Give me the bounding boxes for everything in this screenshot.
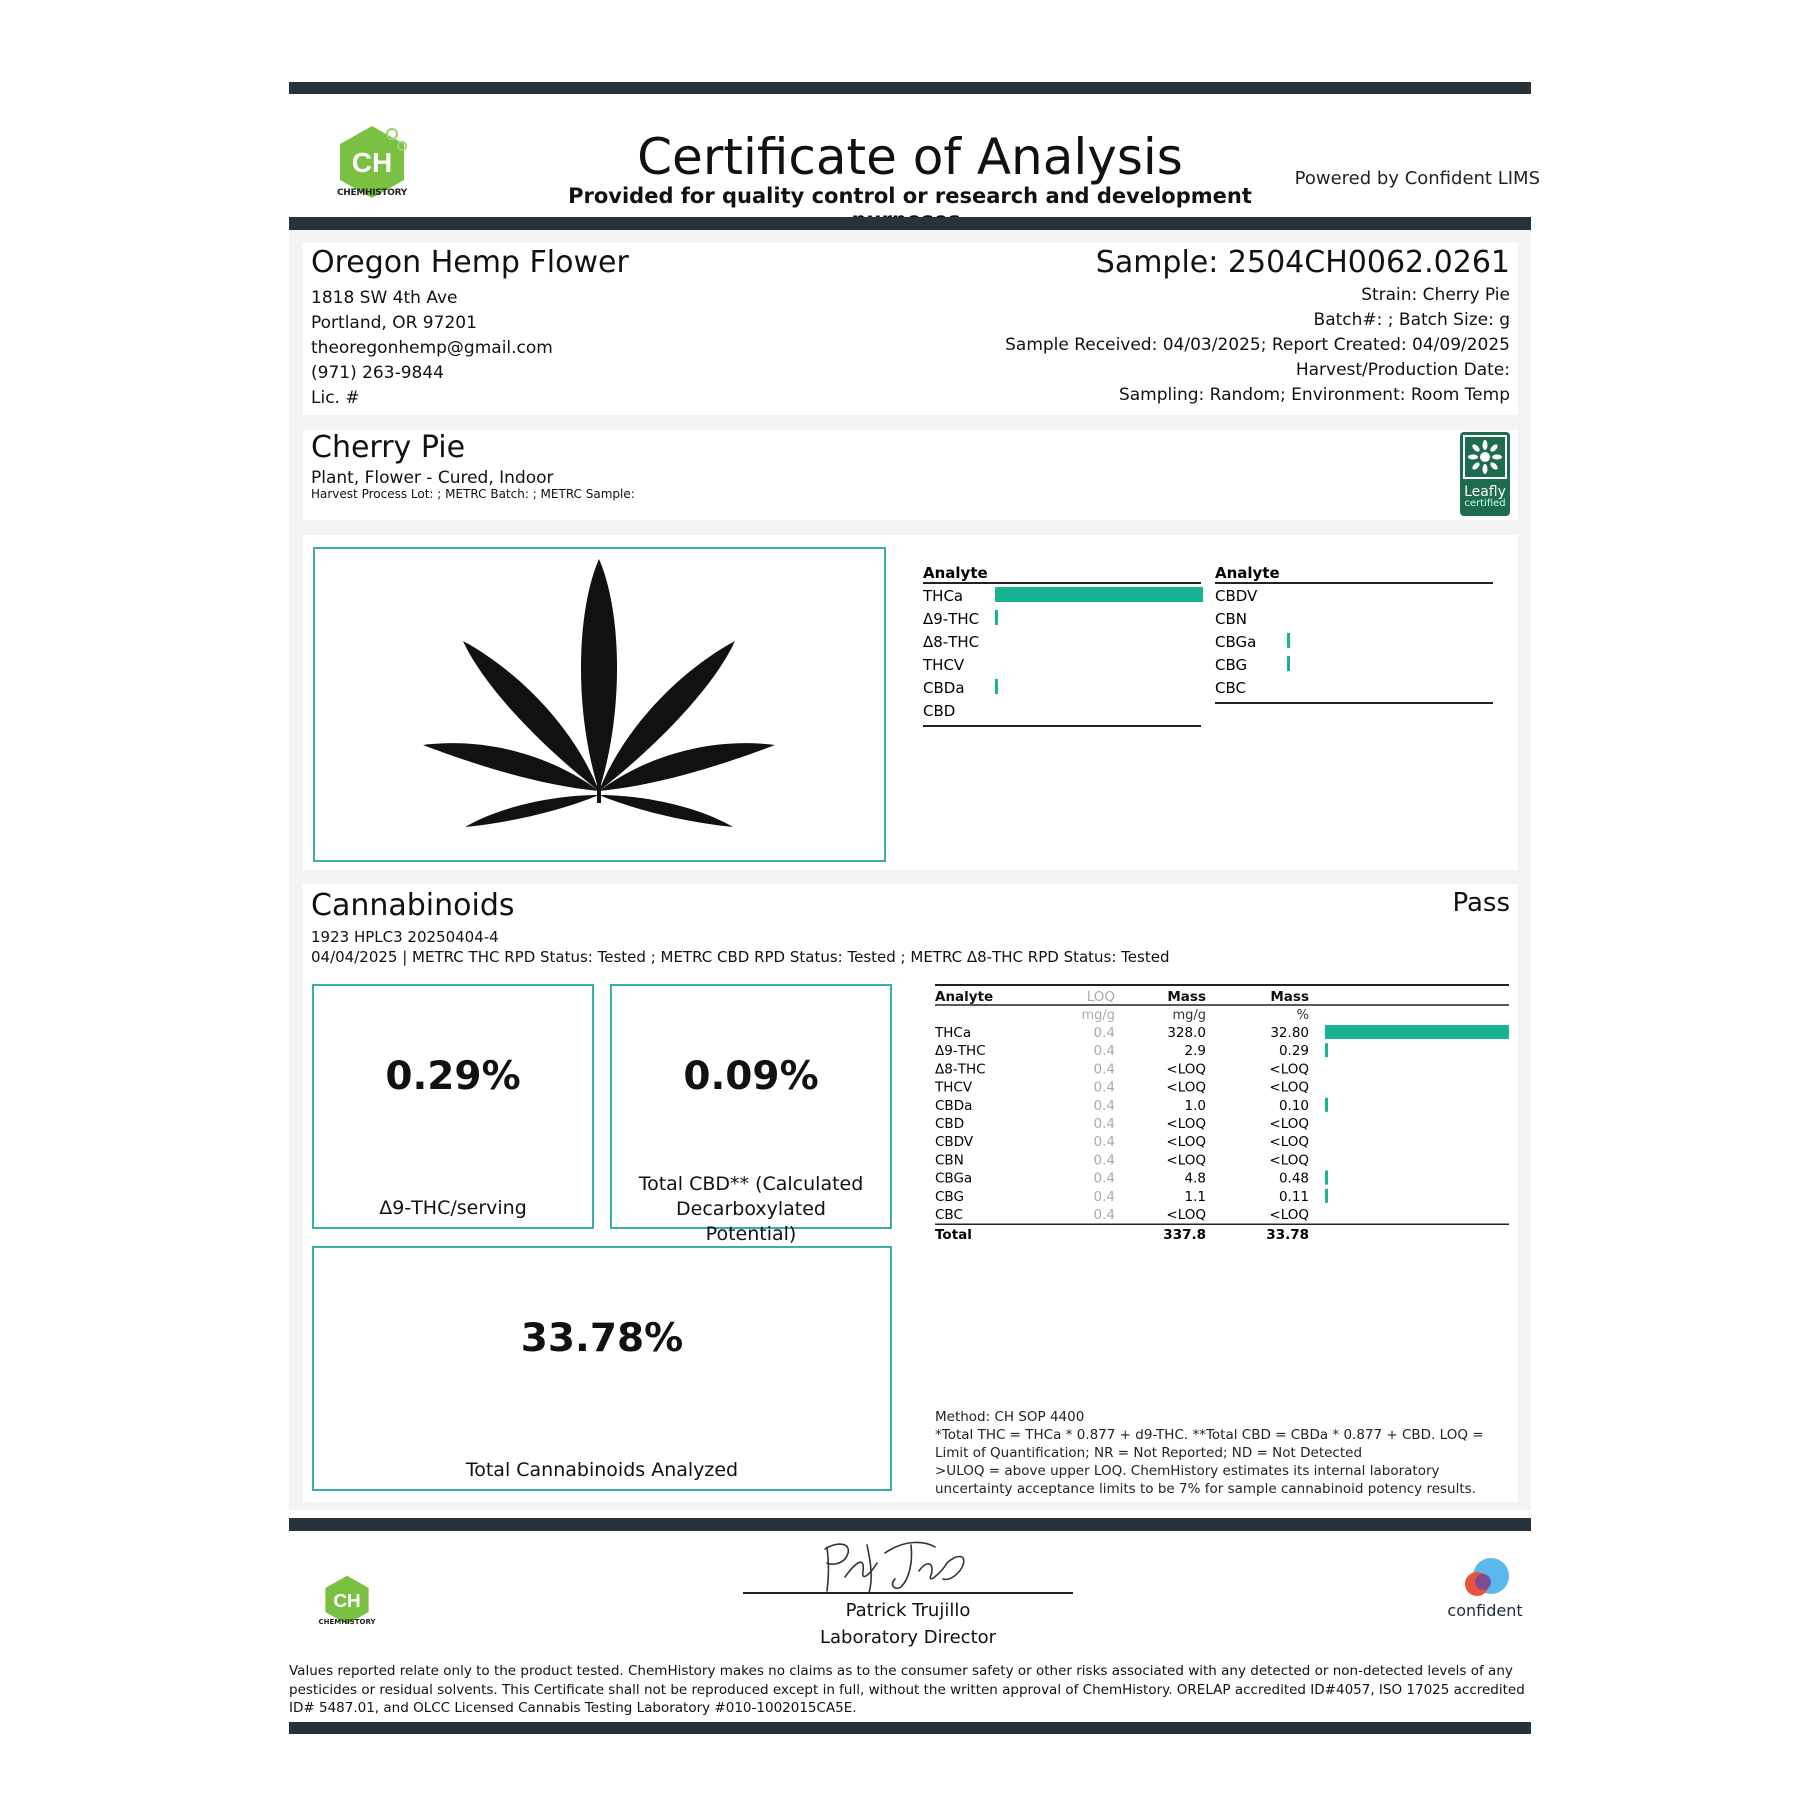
leafly-sublabel: certified	[1464, 498, 1506, 509]
table-cell-mg-Δ8-THC: <LOQ	[1166, 1061, 1206, 1078]
table-cell-analyte-Δ8-THC: Δ8-THC	[935, 1061, 986, 1078]
profile-label-CBGa: CBGa	[1215, 633, 1257, 651]
product-type: Plant, Flower - Cured, Indoor	[311, 468, 554, 488]
leafly-badge	[1460, 432, 1510, 516]
page-subtitle: Provided for quality control or research and development	[568, 184, 1252, 208]
table-bar-CBGa	[1325, 1171, 1328, 1185]
table-cell-loq-THCa: 0.4	[1093, 1025, 1115, 1041]
thc-serving-box	[312, 984, 594, 1229]
total-cannabinoids-value: 33.78%	[520, 1316, 684, 1361]
table-cell-pct-THCV: <LOQ	[1269, 1079, 1309, 1096]
svg-text:CH: CH	[333, 1590, 361, 1612]
table-cell-mg-THCa: 328.0	[1167, 1025, 1206, 1041]
table-cell-pct-THCa: 32.80	[1270, 1025, 1309, 1041]
profile-header-1: Analyte	[1215, 564, 1280, 582]
signature-line	[743, 1592, 1073, 1594]
table-cell-pct-CBD: <LOQ	[1269, 1116, 1309, 1132]
table-unit-1: mg/g	[1081, 1008, 1115, 1023]
profile-bar-CBDa	[995, 679, 998, 694]
profile-bar-CBG	[1287, 656, 1290, 671]
table-total-label: Total	[935, 1227, 972, 1244]
table-total-pct: 33.78	[1266, 1227, 1309, 1244]
table-header-0: Analyte	[935, 989, 994, 1005]
table-cell-mg-CBG: 1.1	[1184, 1188, 1206, 1205]
product-lots: Harvest Process Lot: ; METRC Batch: ; METRC Sample:	[311, 487, 635, 501]
disclaimer: Values reported relate only to the product tested. ChemHistory makes no claims as to the consumer safety or other risks associated with any detected or non-detected levels of any pesticides or residual solvents. This Certificate shall not be reproduced except in full, without the written approval of ChemHistory. ORELAP accredited ID#4057, ISO 17025 accredited ID# 5487.01, and OLCC Licensed Cannabis Testing Laboratory #010-1002015CA5E.	[289, 1663, 1525, 1716]
leafly-label: Leafly	[1464, 484, 1506, 500]
table-cell-analyte-CBDV: CBDV	[935, 1134, 974, 1151]
client-email: theoregonhemp@gmail.com	[311, 338, 553, 358]
table-bar-CBG	[1325, 1189, 1328, 1203]
thc-serving-value: 0.29%	[385, 1054, 521, 1099]
profile-label-CBC: CBC	[1215, 679, 1246, 697]
table-cell-loq-CBC: 0.4	[1093, 1207, 1115, 1223]
client-name: Oregon Hemp Flower	[311, 245, 629, 280]
total-cbd-box	[610, 984, 892, 1245]
table-cell-analyte-CBGa: CBGa	[935, 1170, 973, 1187]
table-cell-pct-CBDa: 0.10	[1278, 1097, 1309, 1114]
table-cell-pct-CBN: <LOQ	[1269, 1152, 1309, 1169]
sample-id: Sample: 2504CH0062.0261	[1095, 245, 1510, 280]
method-notes	[935, 1408, 1515, 1498]
profile-header-0: Analyte	[923, 564, 988, 582]
table-cell-mg-CBDV: <LOQ	[1166, 1134, 1206, 1151]
confident-label: confident	[1447, 1601, 1523, 1620]
table-cell-pct-Δ8-THC: <LOQ	[1269, 1061, 1309, 1078]
table-cell-mg-CBD: <LOQ	[1166, 1116, 1206, 1132]
sample-batch: Batch#: ; Batch Size: g	[1313, 310, 1510, 330]
table-cell-analyte-CBD: CBD	[935, 1116, 965, 1132]
profile-label-CBDa: CBDa	[923, 679, 965, 697]
profile-label-THCa: THCa	[923, 587, 964, 605]
profile-bars	[923, 561, 1503, 761]
svg-text:CH: CH	[351, 147, 393, 178]
thc-serving-label: Δ9-THC/serving	[379, 1197, 527, 1219]
cannabinoids-title: Cannabinoids	[311, 888, 515, 923]
cannabis-leaf-icon	[315, 549, 883, 859]
table-cell-analyte-CBG: CBG	[935, 1188, 964, 1205]
table-cell-analyte-THCa: THCa	[935, 1025, 972, 1041]
table-header-2: Mass	[1167, 989, 1206, 1005]
table-cell-loq-CBDV: 0.4	[1093, 1134, 1115, 1151]
table-header-3: Mass	[1270, 989, 1309, 1005]
chemhistory-logo-small-name: CHEMHISTORY	[318, 1618, 376, 1626]
table-cell-pct-CBDV: <LOQ	[1269, 1134, 1309, 1151]
signature-rule-top	[289, 1518, 1531, 1531]
cannabinoids-status: Pass	[1452, 888, 1510, 918]
profile-bar-CBGa	[1287, 633, 1290, 648]
product-panel	[303, 430, 1518, 520]
total-cannabinoids-label: Total Cannabinoids Analyzed	[465, 1459, 739, 1481]
table-unit-3: %	[1296, 1008, 1309, 1023]
client-address1: 1818 SW 4th Ave	[311, 288, 458, 308]
profile-label-Δ8-THC: Δ8-THC	[923, 633, 980, 651]
table-cell-loq-CBN: 0.4	[1093, 1152, 1115, 1169]
sample-sampling: Sampling: Random; Environment: Room Temp	[1118, 385, 1510, 405]
total-cannabinoids-box	[312, 1246, 892, 1491]
sample-dates: Sample Received: 04/03/2025; Report Created: 04/09/2025	[1005, 335, 1510, 355]
table-header-1: LOQ	[1086, 989, 1115, 1005]
client-panel	[303, 243, 1518, 415]
table-cell-mg-Δ9-THC: 2.9	[1184, 1043, 1206, 1060]
header-rule	[289, 217, 1531, 230]
cannabinoids-panel	[303, 884, 1518, 1502]
table-cell-loq-Δ9-THC: 0.4	[1093, 1043, 1115, 1060]
table-cell-pct-CBGa: 0.48	[1278, 1170, 1309, 1187]
note-1: *Total THC = THCa * 0.877 + d9-THC. **Total CBD = CBDa * 0.877 + CBD. LOQ = Limit of Quantification; NR = Not Reported; ND = Not Detected	[935, 1427, 1484, 1461]
profile-label-CBD: CBD	[923, 702, 956, 720]
profile-label-CBG: CBG	[1215, 656, 1248, 674]
table-cell-mg-CBC: <LOQ	[1166, 1207, 1206, 1223]
table-cell-loq-CBG: 0.4	[1093, 1188, 1115, 1205]
profile-bar-THCa	[995, 587, 1203, 602]
leafly-icon	[1460, 432, 1510, 482]
page-title: Certificate of Analysis	[637, 128, 1183, 186]
instrument-line: 1923 HPLC3 20250404-4	[311, 928, 499, 946]
cannabinoid-table-svg	[935, 984, 1509, 1244]
table-cell-mg-CBN: <LOQ	[1166, 1152, 1206, 1169]
total-cbd-value: 0.09%	[683, 1054, 819, 1099]
table-cell-loq-THCV: 0.4	[1093, 1079, 1115, 1096]
product-image-frame	[313, 547, 886, 862]
client-phone: (971) 263-9844	[311, 363, 444, 383]
table-cell-analyte-CBN: CBN	[935, 1152, 964, 1169]
table-cell-analyte-CBDa: CBDa	[935, 1097, 973, 1114]
profile-label-CBN: CBN	[1215, 610, 1247, 628]
signer-name: Patrick Trujillo	[845, 1600, 971, 1621]
profile-label-CBDV: CBDV	[1215, 587, 1258, 605]
table-cell-loq-Δ8-THC: 0.4	[1093, 1061, 1115, 1078]
rpd-line: 04/04/2025 | METRC THC RPD Status: Tested ; METRC CBD RPD Status: Tested ; METRC Δ8-THC RPD Status: Tested	[311, 948, 1170, 966]
client-address2: Portland, OR 97201	[311, 313, 477, 333]
sample-strain: Strain: Cherry Pie	[1361, 285, 1510, 305]
client-license: Lic. #	[311, 388, 360, 408]
total-cbd-label: Total CBD** (Calculated Decarboxylated Potential)	[638, 1173, 864, 1245]
table-cell-analyte-Δ9-THC: Δ9-THC	[935, 1043, 986, 1060]
bottom-rule	[289, 1722, 1531, 1734]
table-bar-Δ9-THC	[1325, 1043, 1328, 1057]
product-name: Cherry Pie	[311, 430, 466, 465]
signature-image	[815, 1533, 995, 1595]
table-cell-analyte-CBC: CBC	[935, 1207, 963, 1223]
profile-chart	[923, 561, 1503, 761]
profile-label-Δ9-THC: Δ9-THC	[923, 610, 980, 628]
table-cell-loq-CBGa: 0.4	[1093, 1170, 1115, 1187]
table-cell-loq-CBD: 0.4	[1093, 1116, 1115, 1132]
sample-harvest: Harvest/Production Date:	[1295, 360, 1510, 380]
profile-bar-Δ9-THC	[995, 610, 998, 625]
profile-panel	[303, 535, 1518, 870]
top-rule	[289, 82, 1531, 94]
powered-by: Powered by Confident LIMS	[1294, 168, 1540, 189]
cannabinoid-table	[935, 984, 1509, 1244]
table-cell-pct-CBC: <LOQ	[1269, 1207, 1309, 1223]
table-cell-mg-THCV: <LOQ	[1166, 1079, 1206, 1096]
note-2: >ULOQ = above upper LOQ. ChemHistory estimates its internal laboratory uncertainty acceptance limits to be 7% for sample cannabinoid potency results.	[935, 1463, 1476, 1497]
table-total-mg: 337.8	[1163, 1227, 1206, 1244]
table-cell-mg-CBGa: 4.8	[1184, 1170, 1206, 1187]
table-bar-THCa	[1325, 1025, 1509, 1039]
confident-logo-icon	[1455, 1556, 1515, 1602]
table-cell-pct-Δ9-THC: 0.29	[1278, 1043, 1309, 1060]
table-cell-analyte-THCV: THCV	[935, 1079, 973, 1096]
table-cell-loq-CBDa: 0.4	[1093, 1097, 1115, 1114]
table-cell-mg-CBDa: 1.0	[1184, 1097, 1206, 1114]
table-unit-2: mg/g	[1172, 1008, 1206, 1023]
signer-title: Laboratory Director	[819, 1627, 997, 1648]
table-bar-CBDa	[1325, 1098, 1328, 1112]
chemhistory-logo-name: CHEMHISTORY	[336, 188, 408, 198]
profile-label-THCV: THCV	[923, 656, 965, 674]
table-cell-pct-CBG: 0.11	[1278, 1188, 1309, 1205]
method-line: Method: CH SOP 4400	[935, 1409, 1085, 1425]
